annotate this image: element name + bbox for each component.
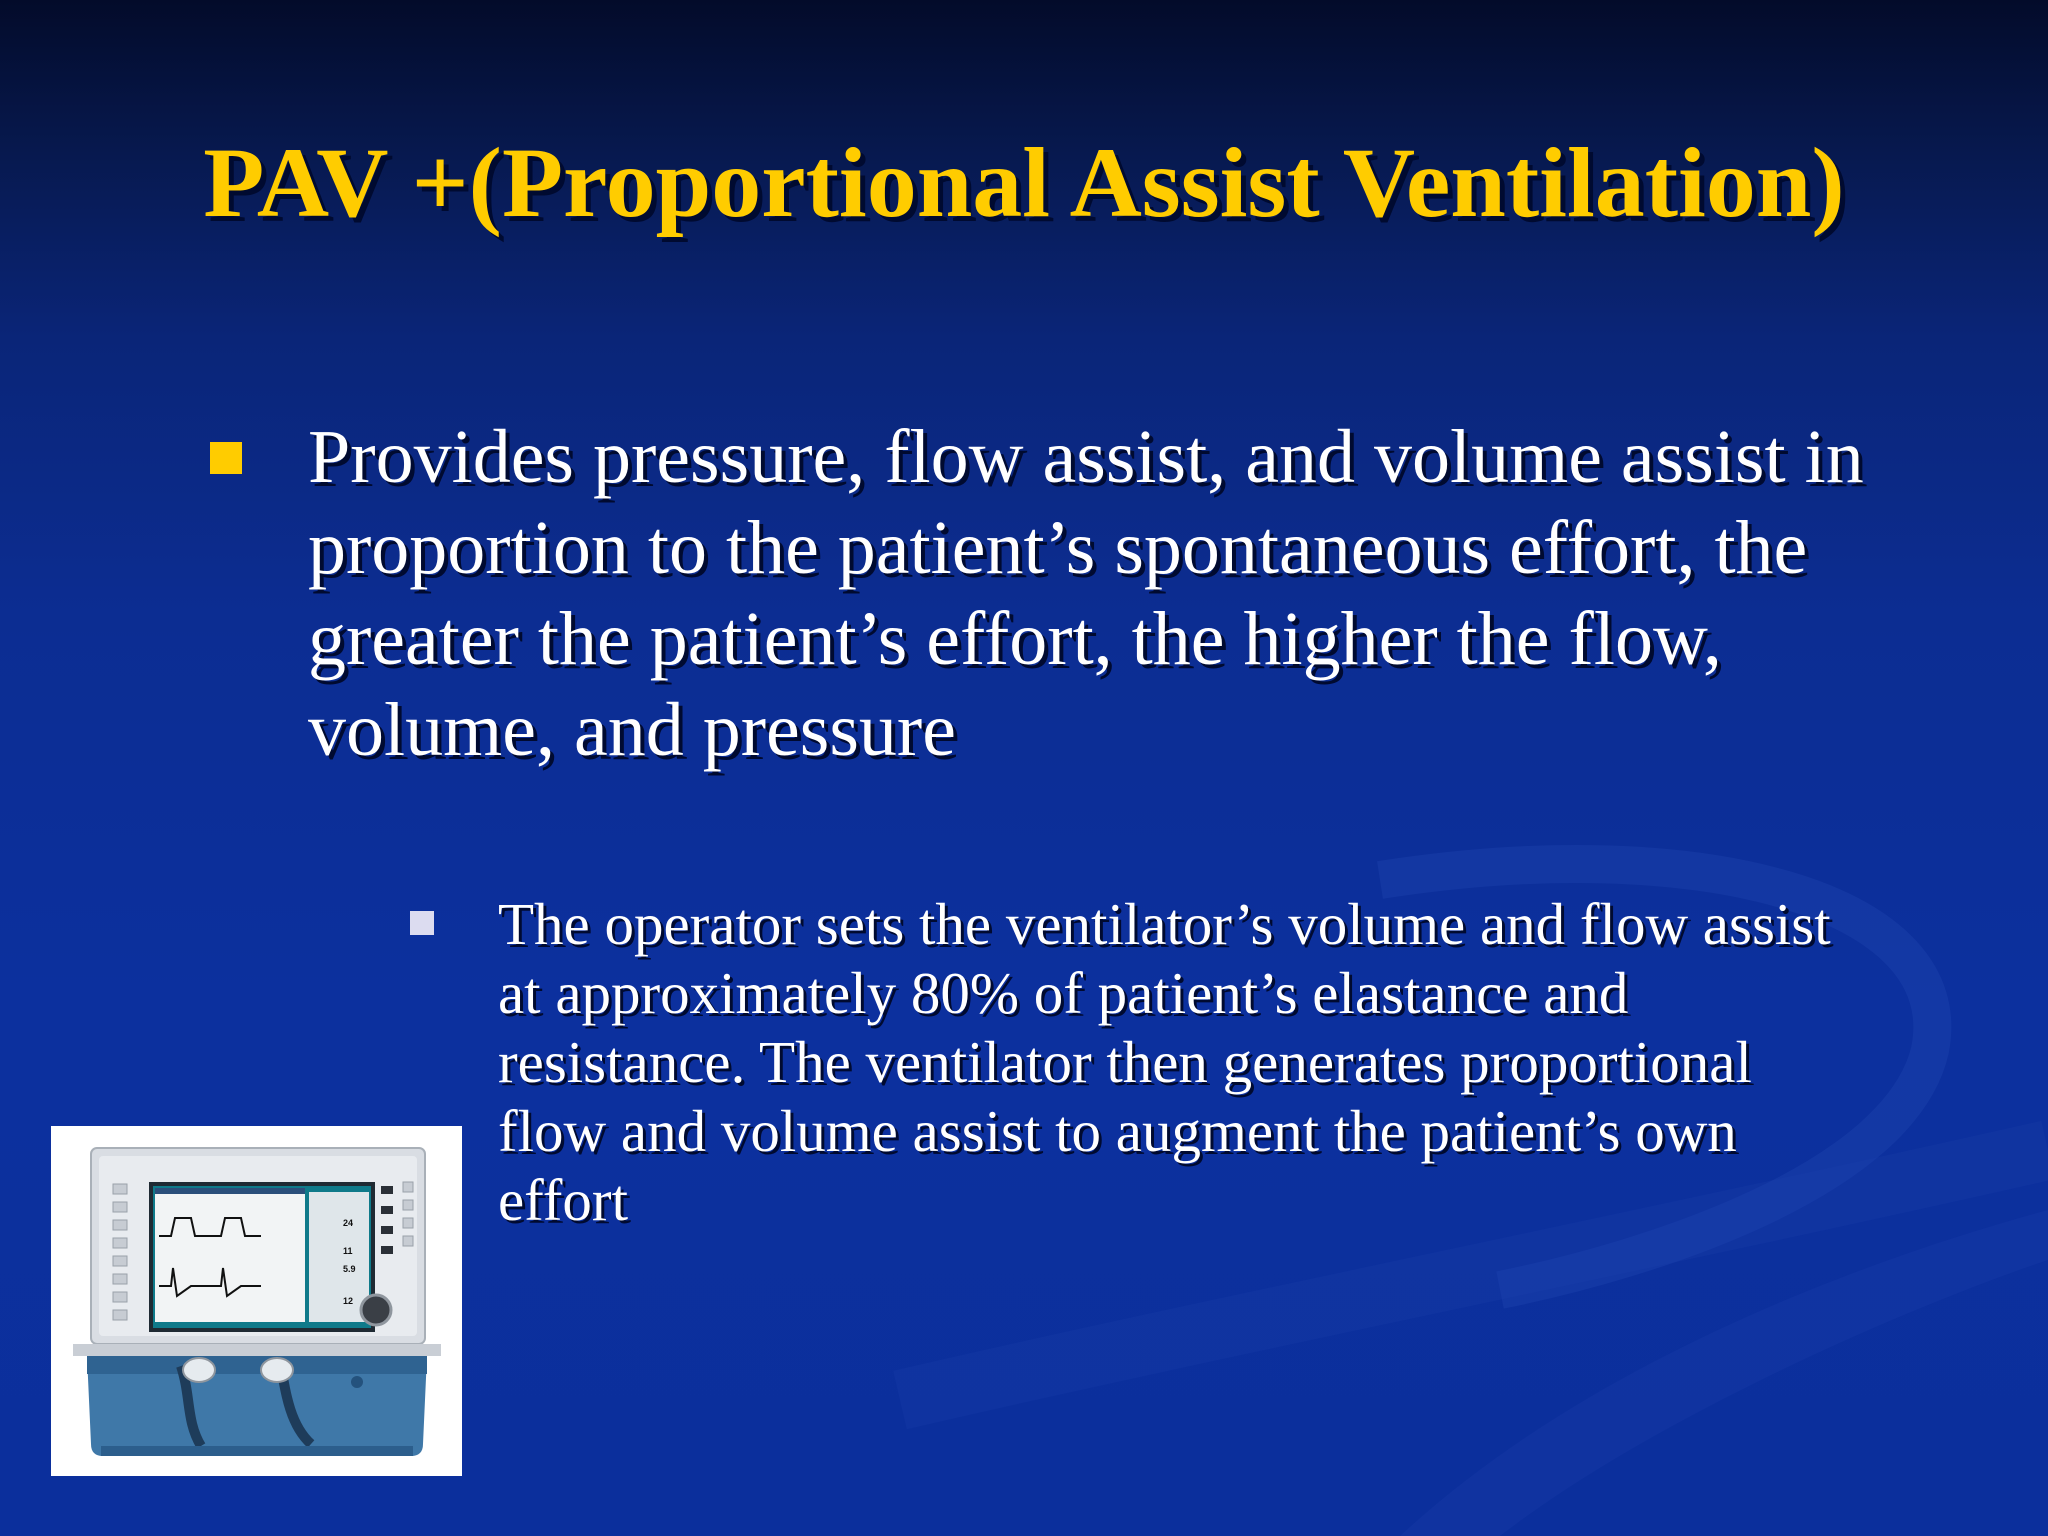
ventilator-image: [51, 1126, 462, 1476]
screen-value: 12: [343, 1296, 354, 1306]
screen-value: 24: [343, 1218, 354, 1228]
screen-value: 11: [343, 1246, 353, 1256]
screen-value: 5.9: [343, 1264, 356, 1274]
square-sub-bullet-icon: [410, 911, 434, 935]
square-bullet-icon: [210, 442, 242, 474]
ventilator-machine-icon: [51, 1126, 462, 1476]
bullet-text: Provides pressure, flow assist, and volume assist in proportion to the patient’s spontaneous effort, the greater the patient’s effort, the higher the flow, volume, and pressure: [308, 415, 1864, 772]
sub-bullet-text: The operator sets the ventilator’s volume and flow assist at approximately 80% of patient’s elastance and resistance. The ventilator then generates proportional flow and volume assist to augment the patient’s own effort: [498, 891, 1831, 1233]
slide-title: PAV +(Proportional Assist Ventilation): [203, 127, 1845, 238]
